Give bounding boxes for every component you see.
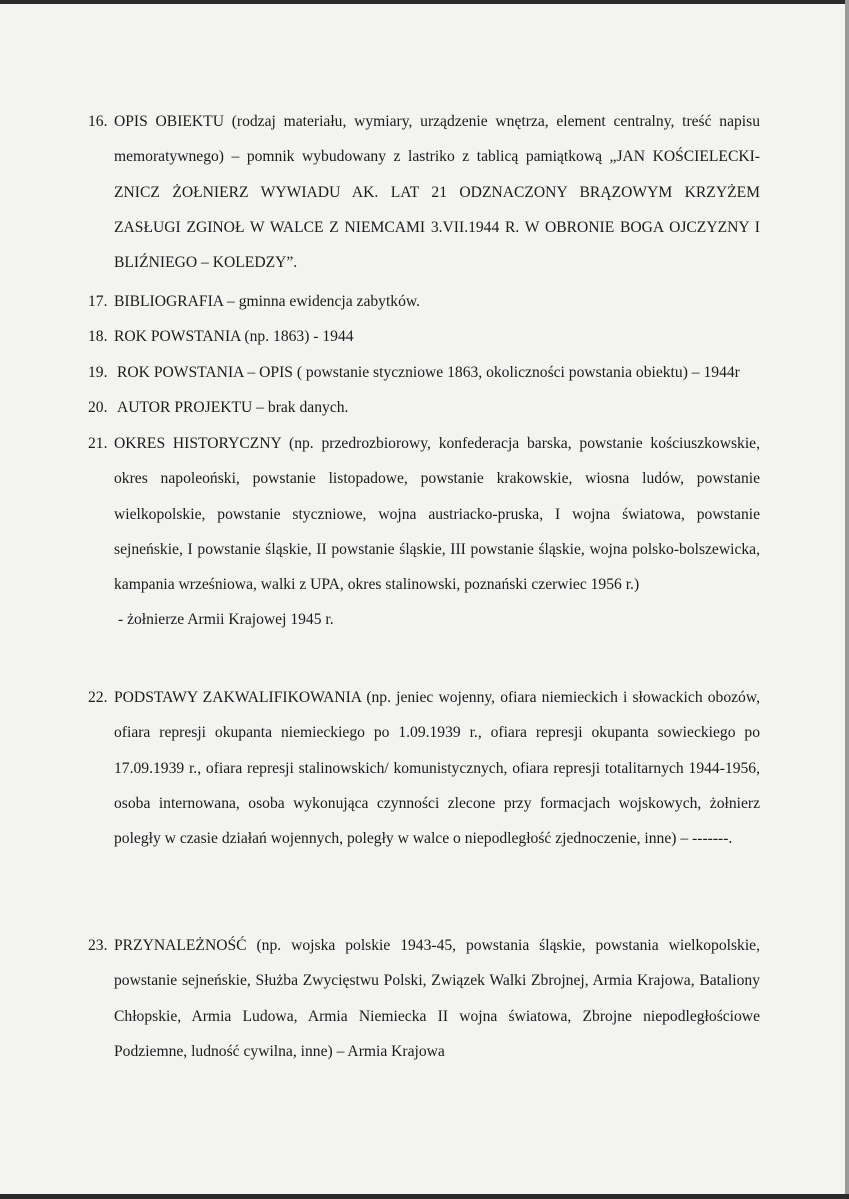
item-21-continuation: - żołnierze Armii Krajowej 1945 r.: [118, 611, 334, 628]
item-number: 22.: [88, 689, 108, 706]
item-number: 23.: [88, 937, 108, 954]
item-number: 19.: [88, 364, 108, 381]
item-text: AUTOR PROJEKTU – brak danych.: [117, 399, 349, 416]
item-text: OPIS OBIEKTU (rodzaj materiału, wymiary, urządzenie wnętrza, element centralny, treść napisu memoratywnego) – pomnik wybudowany z lastriko z tablicą pamiątkową „JAN KOŚCIELECKI-ZNICZ ŻOŁNIERZ WYWIADU AK. LAT 21 ODZNACZONY BRĄZOWYM KRZYŻEM ZASŁUGI ZGINOŁ W WALCE Z NIEMCAMI 3.VII.1944 R. W OBRONIE BOGA OJCZYZNY I BLIŹNIEGO – KOLEDZY”.: [114, 113, 760, 272]
item-number: 21.: [88, 435, 108, 452]
item-text: ROK POWSTANIA (np. 1863) - 1944: [114, 328, 354, 345]
item-text: BIBLIOGRAFIA – gminna ewidencja zabytków.: [114, 293, 421, 310]
item-number: 17.: [88, 293, 108, 310]
item-text: ROK POWSTANIA – OPIS ( powstanie styczniowe 1863, okoliczności powstania obiektu) – 1944r: [117, 364, 740, 381]
item-text: PODSTAWY ZAKWALIFIKOWANIA (np. jeniec wojenny, ofiara niemieckich i słowackich obozów, ofiara represji okupanta niemieckiego po 1.09.1939 r., ofiara represji okupanta sowieckiego po 17.09.1939 r., ofiara represji stalinowskich/ komunistycznych, ofiara represji totalitarnych 1944-1956, osoba internowana, osoba wykonująca czynności zlecone przy formacjach wojskowych, żołnierz poległy w czasie działań wojennych, poległy w walce o niepodległość zjednoczenie, inne) – -------.: [114, 689, 760, 848]
item-number: 16.: [88, 113, 108, 130]
item-number: 18.: [88, 328, 108, 345]
item-text: OKRES HISTORYCZNY (np. przedrozbiorowy, konfederacja barska, powstanie kościuszkowskie, okres napoleoński, powstanie listopadowe, powstanie krakowskie, wiosna ludów, powstanie wielkopolskie, powstanie styczniowe, wojna austriacko-pruska, I wojna światowa, powstanie sejneńskie, I powstanie śląskie, II powstanie śląskie, III powstanie śląskie, wojna polsko-bolszewicka, kampania wrześniowa, walki z UPA, okres stalinowski, poznański czerwiec 1956 r.): [114, 435, 760, 594]
item-number: 20.: [88, 399, 108, 416]
item-text: PRZYNALEŻNOŚĆ (np. wojska polskie 1943-45, powstania śląskie, powstania wielkopolskie, powstanie sejneńskie, Służba Zwycięstwu Polski, Związek Walki Zbrojnej, Armia Krajowa, Bataliony Chłopskie, Armia Ludowa, Armia Niemiecka II wojna światowa, Zbrojne niepodległościowe Podziemne, ludność cywilna, inne) – Armia Krajowa: [114, 937, 760, 1060]
